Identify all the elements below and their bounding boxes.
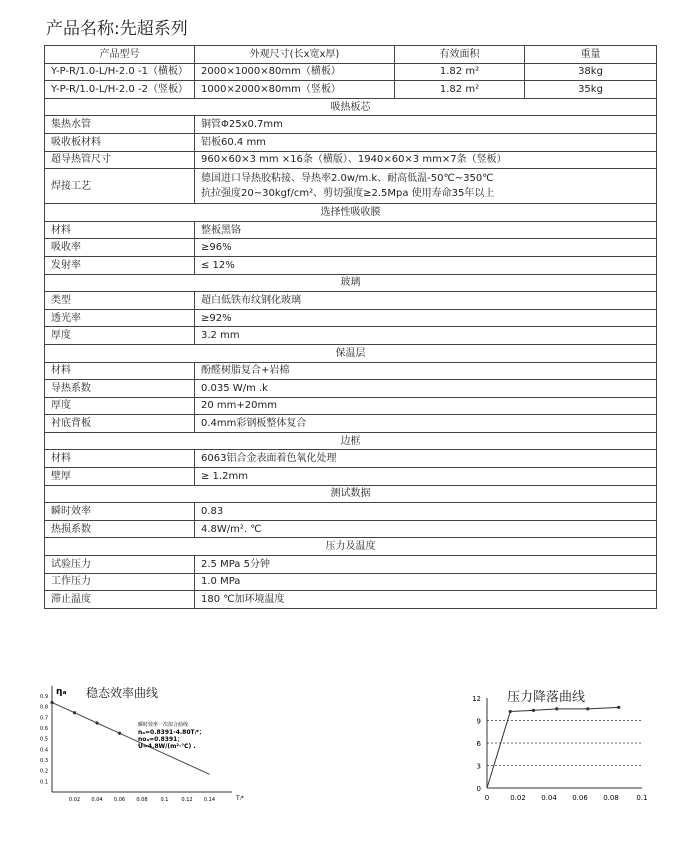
section-title: 压力及温度 (45, 538, 657, 556)
header-cell: 产品型号 (45, 46, 195, 64)
row-value-line: 180 ℃加环境温度 (201, 594, 285, 606)
pressure-data-point (617, 706, 620, 709)
model-cell: 1000×2000×80mm（竖板） (195, 81, 395, 99)
row-label: 厚度 (45, 327, 195, 345)
row-value (195, 151, 657, 169)
table-row (45, 169, 657, 204)
header-cell: 有效面积 (395, 46, 525, 64)
row-value-line: 4.8W/m². ℃ (201, 523, 262, 535)
x-tick-label: 0.1 (636, 794, 648, 802)
row-value (195, 169, 657, 204)
row-label: 透光率 (45, 309, 195, 327)
row-value-line: 超白低铁布纹钢化玻璃 (201, 294, 301, 306)
row-label: 集热水管 (45, 116, 195, 134)
row-value-line: 960×60×3 mm ×16条（横版）、1940×60×3 mm×7条（竖板） (201, 154, 507, 166)
x-tick-label: 0.06 (572, 794, 588, 802)
model-cell: 1.82 m² (395, 81, 525, 99)
x-tick-label: 0.06 (113, 797, 126, 803)
efficiency-data-point (95, 721, 98, 724)
y-tick-label: 0.7 (40, 715, 48, 722)
table-row (45, 573, 657, 591)
pressure-data-point (532, 709, 535, 712)
row-label: 热损系数 (45, 520, 195, 538)
row-value (195, 503, 657, 521)
row-label: 工作压力 (45, 573, 195, 591)
efficiency-data-point (118, 732, 121, 735)
row-label: 发射率 (45, 256, 195, 274)
row-value-line: 整板黑铬 (201, 224, 241, 236)
y-tick-label: 0.6 (40, 726, 48, 732)
row-value (195, 468, 657, 486)
fit-annotation: U=4.8W/(m²·℃) . (138, 743, 196, 750)
row-value (195, 556, 657, 574)
table-row (45, 415, 657, 433)
row-value-line: 20 mm+20mm (201, 400, 277, 412)
section-title: 玻璃 (45, 274, 657, 292)
legend-title: 瞬时效率一次拟合曲线 (138, 722, 189, 728)
section-title: 吸热板芯 (45, 98, 657, 116)
row-value-line: 铝板60.4 mm (201, 136, 266, 148)
pressure-chart (465, 680, 675, 810)
y-axis-label: ηₐ (56, 687, 67, 697)
section-title: 选择性吸收膜 (45, 204, 657, 222)
row-value (195, 573, 657, 591)
model-row (45, 63, 657, 81)
row-label: 材料 (45, 362, 195, 380)
table-row (45, 380, 657, 398)
row-label: 厚度 (45, 397, 195, 415)
row-value-line: ≥96% (201, 242, 232, 254)
row-value-line: 铜管Φ25x0.7mm (201, 119, 283, 131)
row-value-line: 德国进口导热胶粘接、导热率2.0w/m.k、耐高低温-50℃~350℃ (201, 173, 494, 185)
model-cell: 1.82 m² (395, 63, 525, 81)
section-header-row (45, 485, 657, 503)
table-row (45, 556, 657, 574)
row-label: 瞬时效率 (45, 503, 195, 521)
x-tick-label: 0.08 (136, 797, 148, 803)
row-label: 类型 (45, 292, 195, 310)
pressure-data-point (586, 707, 589, 710)
table-row (45, 292, 657, 310)
row-label: 导热系数 (45, 380, 195, 398)
row-label: 焊接工艺 (45, 169, 195, 204)
row-value-line: 3.2 mm (201, 330, 240, 342)
row-label: 吸收板材料 (45, 133, 195, 151)
header-cell: 重量 (525, 46, 657, 64)
y-tick-label: 6 (476, 740, 481, 748)
section-title: 边框 (45, 432, 657, 450)
row-label: 衬底背板 (45, 415, 195, 433)
section-title: 测试数据 (45, 485, 657, 503)
table-row (45, 256, 657, 274)
row-value (195, 415, 657, 433)
fit-annotation: nₐ=0.8391-4.80Tᵢ*； (138, 729, 206, 736)
row-label: 壁厚 (45, 468, 195, 486)
table-row (45, 133, 657, 151)
y-tick-label: 0.8 (40, 704, 48, 711)
row-value (195, 327, 657, 345)
row-value-line: 0.4mm彩钢板整体复合 (201, 418, 307, 430)
table-row (45, 327, 657, 345)
row-label: 材料 (45, 450, 195, 468)
model-cell: 2000×1000×80mm（横板） (195, 63, 395, 81)
row-value (195, 591, 657, 609)
row-value-line: 0.035 W/m .k (201, 382, 268, 394)
table-row (45, 397, 657, 415)
y-tick-label: 0 (476, 785, 481, 793)
fit-annotation: noₐ=0.8391； (138, 736, 184, 743)
y-tick-label: 0.4 (40, 747, 48, 754)
row-value (195, 256, 657, 274)
spec-table (44, 45, 657, 609)
table-row (45, 520, 657, 538)
table-row (45, 503, 657, 521)
row-label: 滞止温度 (45, 591, 195, 609)
row-value-line: 2.5 MPa 5分钟 (201, 558, 270, 570)
model-cell: 38kg (525, 63, 657, 81)
row-value (195, 221, 657, 239)
table-row (45, 239, 657, 257)
page-title: 产品名称:先超系列 (46, 19, 188, 39)
row-label: 试验压力 (45, 556, 195, 574)
row-value-line: 酚醛树脂复合+岩棉 (201, 365, 290, 377)
table-row (45, 116, 657, 134)
table-row (45, 468, 657, 486)
y-tick-label: 12 (472, 695, 481, 703)
pressure-series-line (487, 707, 619, 788)
section-header-row (45, 344, 657, 362)
row-value-line: 0.83 (201, 506, 224, 518)
row-value-line: 1.0 MPa (201, 576, 241, 588)
header-cell: 外观尺寸(长x宽x厚) (195, 46, 395, 64)
efficiency-data-point (73, 711, 76, 714)
row-value (195, 133, 657, 151)
row-value (195, 292, 657, 310)
pressure-data-point (555, 707, 558, 710)
row-value-line: 抗拉强度20~30kgf/cm²、剪切强度≥2.5Mpa 使用寿命35年以上 (201, 188, 495, 200)
section-title: 保温层 (45, 344, 657, 362)
section-header-row (45, 204, 657, 222)
row-value (195, 380, 657, 398)
x-tick-label: 0.02 (510, 794, 526, 802)
x-tick-label: 0 (484, 794, 490, 802)
section-header-row (45, 274, 657, 292)
x-axis-label: Tᵢ* (236, 795, 244, 802)
y-tick-label: 0.5 (40, 736, 48, 743)
pressure-data-point (509, 710, 512, 713)
row-value (195, 450, 657, 468)
row-label: 材料 (45, 221, 195, 239)
x-tick-label: 0.08 (603, 794, 619, 802)
y-tick-label: 3 (476, 762, 481, 771)
table-row (45, 221, 657, 239)
model-cell: Y-P-R/1.0-L/H-2.0 -2（竖板） (45, 81, 195, 99)
row-value (195, 116, 657, 134)
y-tick-label: 0.3 (40, 758, 48, 764)
row-value-line: ≥ 1.2mm (201, 470, 248, 482)
x-tick-label: 0.04 (91, 797, 103, 803)
y-tick-label: 9 (476, 717, 481, 726)
row-value (195, 362, 657, 380)
x-tick-label: 0.04 (541, 794, 557, 802)
row-label: 超导热管尺寸 (45, 151, 195, 169)
y-tick-label: 0.9 (40, 694, 48, 700)
section-header-row (45, 432, 657, 450)
x-tick-label: 0.02 (68, 797, 81, 803)
row-value (195, 397, 657, 415)
x-tick-label: 0.14 (203, 797, 216, 803)
model-cell: Y-P-R/1.0-L/H-2.0 -1（横板） (45, 63, 195, 81)
row-label: 吸收率 (45, 239, 195, 257)
section-header-row (45, 98, 657, 116)
efficiency-chart (30, 680, 280, 810)
table-row (45, 362, 657, 380)
y-tick-label: 0.2 (40, 768, 48, 775)
x-tick-label: 0.12 (181, 797, 193, 803)
section-header-row (45, 538, 657, 556)
y-tick-label: 0.1 (40, 779, 48, 786)
row-value-line: ≥92% (201, 312, 232, 324)
efficiency-chart-title: 稳态效率曲线 (86, 686, 159, 700)
table-row (45, 309, 657, 327)
row-value (195, 309, 657, 327)
x-tick-label: 0.1 (160, 797, 169, 803)
table-row (45, 450, 657, 468)
row-value-line: ≤ 12% (201, 259, 235, 271)
row-value (195, 520, 657, 538)
row-value (195, 239, 657, 257)
model-cell: 35kg (525, 81, 657, 99)
efficiency-data-point (50, 701, 53, 704)
table-row (45, 151, 657, 169)
table-header-row (45, 46, 657, 64)
model-row (45, 81, 657, 99)
row-value-line: 6063铝合金表面着色氧化处理 (201, 453, 337, 465)
table-row (45, 591, 657, 609)
pressure-chart-title: 压力降落曲线 (507, 690, 586, 705)
